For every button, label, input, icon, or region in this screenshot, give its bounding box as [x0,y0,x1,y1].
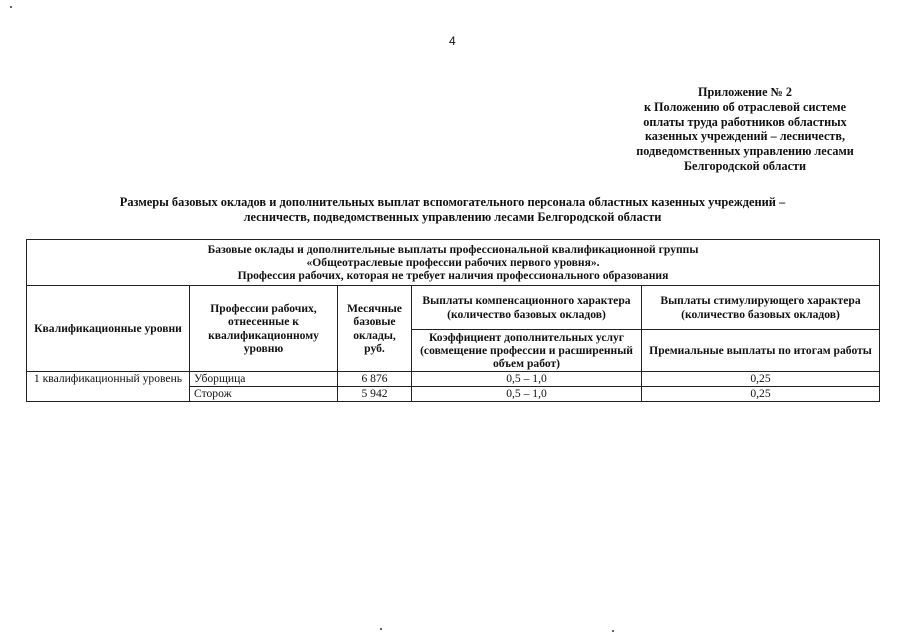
appendix-line: к Положению об отраслевой системе [643,99,847,114]
group-header-line: Базовые оклады и дополнительные выплаты профессиональной квалификационной группы [207,242,699,256]
header-stimulating: Выплаты стимулирующего характера (количество базовых окладов) [642,286,880,330]
group-header-cell [27,240,880,286]
appendix-line: оплаты труда работников областных [643,114,847,129]
salary-cell: 5 942 [338,387,412,402]
table-row [27,372,880,387]
title-line: лесничеств, подведомственных управлению лесами Белгородской области [243,210,662,224]
header-levels: Квалификационные уровни [27,286,190,372]
stimulating-cell: 0,25 [642,372,880,387]
stimulating-cell: 0,25 [642,387,880,402]
scan-speck [612,630,614,632]
title-line: Размеры базовых окладов и дополнительных выплат вспомогательного персонала областных казенных учреждений – [119,195,786,209]
scan-speck [10,6,12,8]
level-cell: 1 квалификационный уровень [27,372,190,402]
scan-speck [380,628,382,630]
header-professions: Профессии рабочих, отнесенные к квалификационному уровню [190,286,338,372]
header-compensation-sub: Коэффициент дополнительных услуг (совмещение профессии и расширенный объем работ) [412,330,642,372]
profession-cell: Сторож [190,387,338,402]
appendix-line: подведомственных управлению лесами [636,144,854,159]
group-header-line: Профессия рабочих, которая не требует наличия профессионального образования [237,269,669,283]
compensation-cell: 0,5 – 1,0 [412,387,642,402]
compensation-cell: 0,5 – 1,0 [412,372,642,387]
document-title [30,195,875,225]
profession-cell: Уборщица [190,372,338,387]
appendix-line: казенных учреждений – лесничеств, [644,129,846,144]
appendix-line: Приложение № 2 [698,85,792,99]
header-compensation: Выплаты компенсационного характера (количество базовых окладов) [412,286,642,330]
header-stimulating-sub: Премиальные выплаты по итогам работы [642,330,880,372]
salary-table [26,239,880,402]
page-number: 4 [449,34,456,48]
header-salary: Месячные базовые оклады, руб. [338,286,412,372]
group-header-line: «Общеотраслевые профессии рабочих первого уровня». [306,255,600,269]
salary-cell: 6 876 [338,372,412,387]
appendix-line: Белгородской области [684,158,806,173]
appendix-header [600,85,890,174]
